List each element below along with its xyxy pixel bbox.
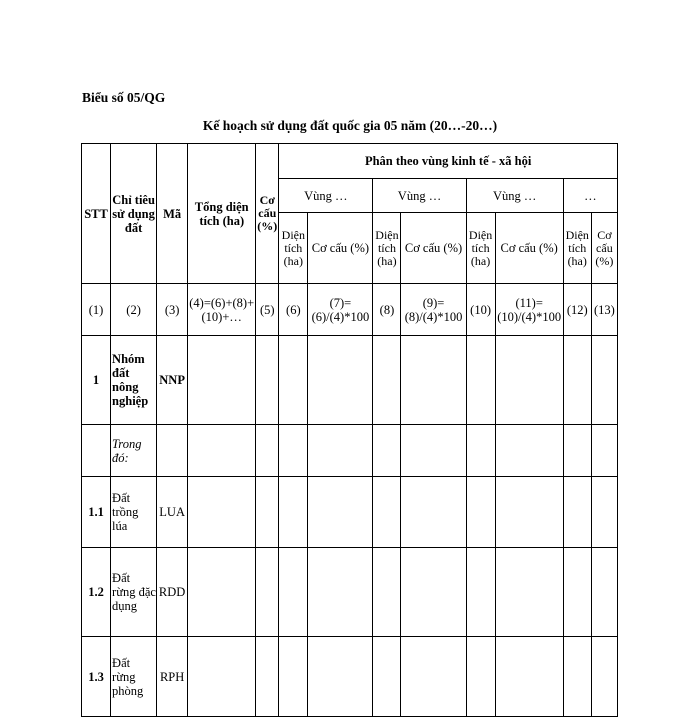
row-land-type: Đất trồng lúa — [111, 477, 157, 548]
row-stt: 1.3 — [82, 637, 111, 717]
index-cell: (3) — [157, 284, 188, 336]
header-code: Mã — [157, 144, 188, 284]
document-title: Kế hoạch sử dụng đất quốc gia 05 năm (20…-20…) — [202, 118, 498, 133]
header-stt: STT — [82, 144, 111, 284]
row-land-type: Đất rừng đặc dụng — [111, 548, 157, 637]
row-code: NNP — [157, 336, 188, 425]
header-structure-pct: Cơ cấu (%) — [495, 213, 563, 284]
row-land-type: Trong đó: — [111, 425, 157, 477]
row-code: RDD — [157, 548, 188, 637]
form-code: Biểu số 05/QG — [82, 90, 166, 105]
index-cell: (10) — [466, 284, 495, 336]
row-stt: 1.2 — [82, 548, 111, 637]
header-land-type: Chỉ tiêu sử dụng đất — [111, 144, 157, 284]
table-row — [82, 548, 618, 637]
index-cell: (2) — [111, 284, 157, 336]
index-cell: (5) — [256, 284, 279, 336]
header-structure-pct: Cơ cấu (%) — [591, 213, 617, 284]
land-use-plan-table — [81, 143, 618, 717]
header-area: Diện tích (ha) — [466, 213, 495, 284]
header-area: Diện tích (ha) — [563, 213, 591, 284]
header-area: Diện tích (ha) — [279, 213, 308, 284]
header-total-area: Tổng diện tích (ha) — [188, 144, 256, 284]
table-row — [82, 425, 618, 477]
index-cell: (7)=(6)/(4)*100 — [308, 284, 373, 336]
table-row — [82, 336, 618, 425]
row-code: RPH — [157, 637, 188, 717]
header-structure-pct: Cơ cấu (%) — [401, 213, 466, 284]
header-structure: Cơ cấu (%) — [256, 144, 279, 284]
index-cell: (6) — [279, 284, 308, 336]
index-cell: (12) — [563, 284, 591, 336]
header-region-more: … — [563, 179, 617, 213]
row-code: LUA — [157, 477, 188, 548]
row-land-type: Đất rừng phòng — [111, 637, 157, 717]
index-row — [82, 284, 618, 336]
header-region-2: Vùng … — [373, 179, 466, 213]
table-row — [82, 477, 618, 548]
row-stt — [82, 425, 111, 477]
index-cell: (9)=(8)/(4)*100 — [401, 284, 466, 336]
row-stt: 1.1 — [82, 477, 111, 548]
header-region-1: Vùng … — [279, 179, 373, 213]
index-cell: (11)=(10)/(4)*100 — [495, 284, 563, 336]
header-region-group: Phân theo vùng kinh tế - xã hội — [279, 144, 618, 179]
index-cell: (13) — [591, 284, 617, 336]
row-stt: 1 — [82, 336, 111, 425]
row-code — [157, 425, 188, 477]
header-area: Diện tích (ha) — [373, 213, 401, 284]
header-region-3: Vùng … — [466, 179, 563, 213]
index-cell: (8) — [373, 284, 401, 336]
index-cell: (4)=(6)+(8)+(10)+… — [188, 284, 256, 336]
row-land-type: Nhóm đất nông nghiệp — [111, 336, 157, 425]
index-cell: (1) — [82, 284, 111, 336]
table-row — [82, 637, 618, 717]
header-structure-pct: Cơ cấu (%) — [308, 213, 373, 284]
